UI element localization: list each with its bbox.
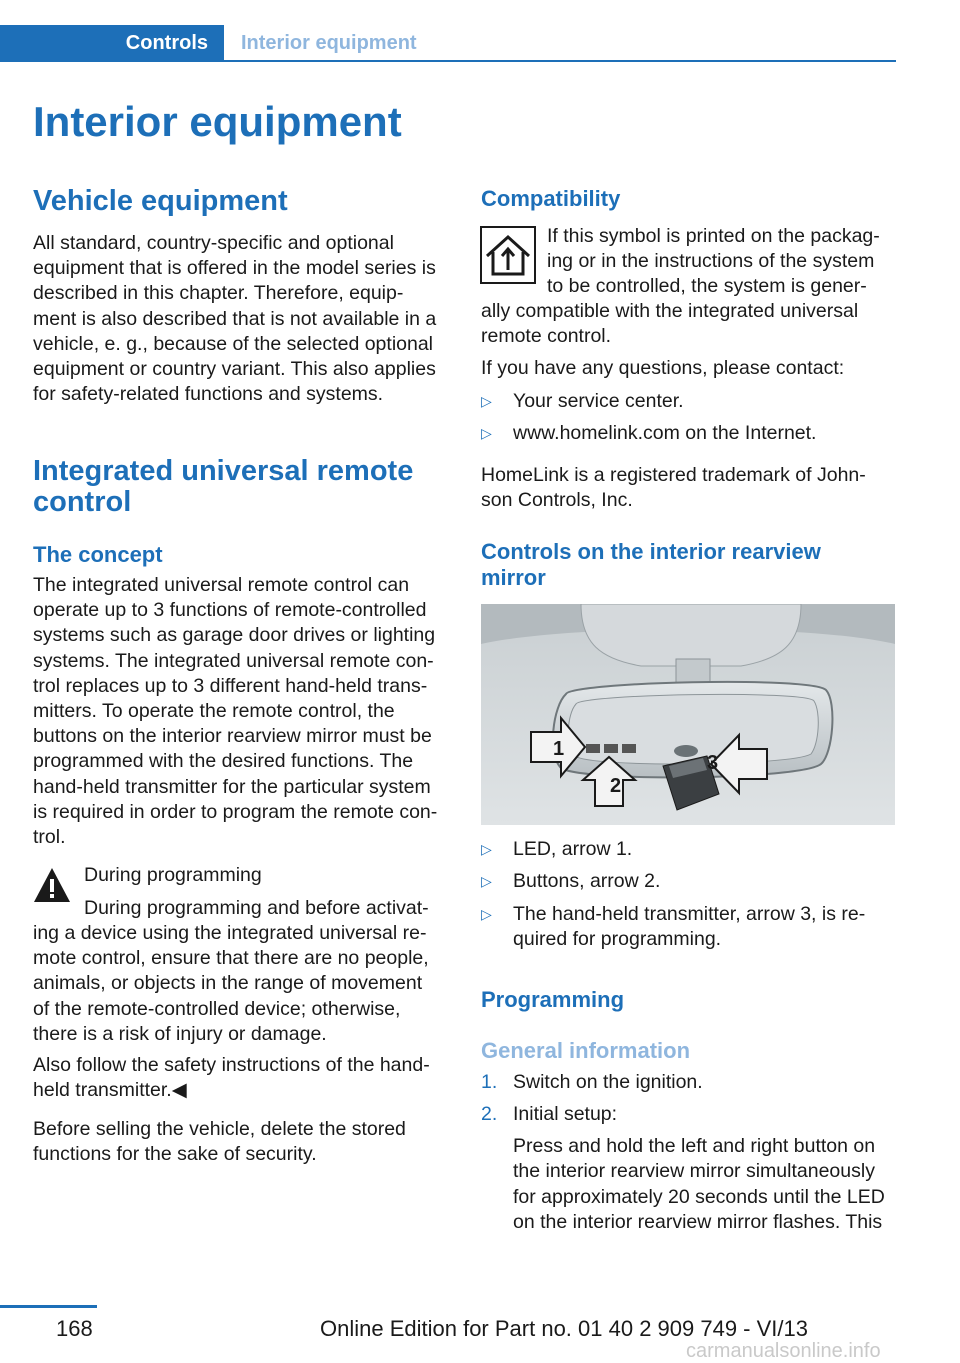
homelink-symbol-icon [480, 226, 536, 284]
compatibility-text: ally compatible with the integrated universal remote control. [481, 300, 859, 348]
controls-heading: Controls on the interior rearview mirror [481, 539, 821, 590]
general-information-heading: General information [481, 1038, 691, 1063]
header-section-tab[interactable]: Controls [0, 25, 224, 62]
selling-text: Before selling the vehicle, delete the stored functions for the sake of security. [33, 1118, 406, 1166]
step-number: 1. [481, 1071, 498, 1093]
page-title: Interior equipment [33, 98, 402, 145]
warning-follow-text: Also follow the safety instructions of the hand‐ held transmitter.◀ [33, 1054, 430, 1102]
bullet-triangle-icon: ▷ [481, 425, 492, 441]
contact-item: www.homelink.com on the Internet. [513, 422, 817, 444]
contact-item: Your service center. [513, 390, 684, 412]
bullet-triangle-icon: ▷ [481, 393, 492, 409]
compatibility-heading: Compatibility [481, 186, 621, 211]
control-item: Buttons, arrow 2. [513, 870, 661, 892]
control-item: The hand-held transmitter, arrow 3, is re‐ quired for programming. [513, 903, 866, 951]
bullet-triangle-icon: ▷ [481, 906, 492, 922]
warning-icon [31, 864, 73, 906]
page-number: 168 [56, 1316, 93, 1341]
step-number: 2. [481, 1103, 498, 1125]
concept-heading: The concept [33, 542, 163, 567]
trademark-text: HomeLink is a registered trademark of John‐ son Controls, Inc. [481, 464, 866, 512]
footer-rule [0, 1305, 97, 1308]
figure-label-1: 1 [553, 738, 565, 760]
contact-intro: If you have any questions, please contact: [481, 357, 845, 379]
edition-note: Online Edition for Part no. 01 40 2 909 749 - VI/13 [320, 1316, 808, 1341]
warning-title: During programming [84, 864, 262, 886]
step-text: Switch on the ignition. [513, 1071, 703, 1093]
rearview-mirror-figure [481, 604, 895, 825]
warning-indented-text: During programming and before activat‐ [84, 897, 429, 919]
bullet-triangle-icon: ▷ [481, 873, 492, 889]
watermark: carmanualsonline.info [686, 1340, 881, 1362]
compatibility-indented-text: If this symbol is printed on the packag‐ ing or in the instructions of the system to be controlled, the system is gener‐ [547, 225, 880, 298]
concept-text: The integrated universal remote control can operate up to 3 functions of remote-controlled systems such as garage door drives or lighting systems. The integrated universal remote con‐ trol replaces up to 3 different hand-held trans‐ mitters. To operate the remote control, the buttons on the interior rearview mirror must be programmed with the desired functions. The hand-held transmitter for the particular system is required in order to program the remote con‐ trol. [33, 574, 438, 849]
programming-heading: Programming [481, 987, 625, 1012]
vehicle-equipment-heading: Vehicle equipment [33, 185, 288, 217]
figure-label-3: 3 [707, 752, 719, 774]
control-item: LED, arrow 1. [513, 838, 633, 860]
vehicle-equipment-text: All standard, country-specific and optional equipment that is offered in the model series is described in this chapter. Therefore, equip‐ ment is also described that is not available in a vehicle, e. g., because of the selected optional equipment or country variant. This also applies for safety-related functions and systems. [33, 232, 437, 406]
header-breadcrumb[interactable]: Interior equipment [241, 32, 417, 54]
bullet-triangle-icon: ▷ [481, 841, 492, 857]
figure-label-2: 2 [610, 775, 622, 797]
iurc-heading: Integrated universal remote control [33, 455, 414, 518]
step-text: Initial setup: Press and hold the left and right button on the interior rearview mirror simultaneously for approximately 20 seconds until the LED on the interior rearview mirror flashes. This [513, 1103, 885, 1233]
warning-text: ing a device using the integrated universal re‐ mote control, ensure that there are no people, animals, or objects in the range of movement of the remote-controlled device; otherwise, there is a risk of injury or damage. [33, 922, 429, 1045]
